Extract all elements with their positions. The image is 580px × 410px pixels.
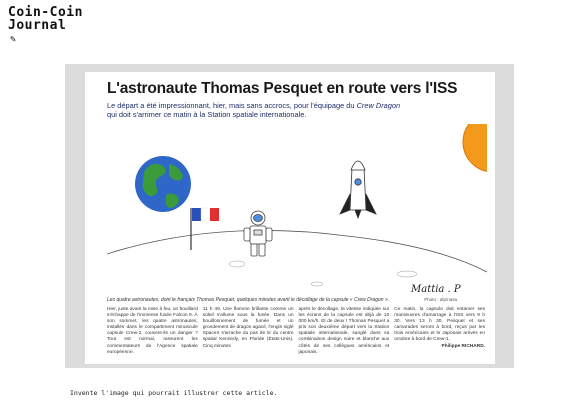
column-4-text: Ce matin, la capsule doit entamer ses manœuvres d'amarrage à l'ISS vers 9 h 30. Vers 13 h 30, Pesquet et ses camarades seront à bord, reçus par les trois Américains et le Japonais arrivés en octobre à bord de Crew-1.: [394, 307, 485, 343]
article-lede: [107, 101, 487, 119]
drawing-signature: Mattia . P: [411, 284, 461, 295]
article-author: Philippe RICHARD.: [441, 343, 485, 349]
newspaper-article: [85, 72, 495, 364]
lede-part-2: qui doit s'arrimer ce matin à la Station spatiale internationale.: [107, 110, 307, 119]
article-headline: L'astronaute Thomas Pesquet en route vers l'ISS: [107, 80, 458, 97]
article-column-2: 11 h 49. Une flamme brillante comme un soleil s'allume sous la fusée. Dans un bouillonnement de fumée et un grondement de dragon agacé, l'engin siglé SpaceX s'arrache du pas de tir du centre spatial Kennedy, en Floride (États-Unis). Cinq minutes: [202, 307, 294, 349]
caption-text: Les quatre astronautes, dont le français Thomas Pesquet, quelques minutes avant le décollage de la capsule « Crew Dragon ».: [107, 297, 390, 303]
logo-line-1: Coin-Coin: [8, 5, 83, 20]
photo-caption: [107, 297, 487, 303]
lede-part-1: Le départ a été impressionnant, hier, mais sans accrocs, pour l'équipage du: [107, 101, 357, 110]
article-column-1: Hier, juste avant la mise à feu, un bouillard s'échappe de l'immense fusée Falcon 9. À son sommet, les quatre astronautes, installés dans le compartiment minuscule capsule Crew-2, couvent-ils un danger ? Tout est normal, rassurent les commentateurs de l'Agence spatiale européenne.: [107, 307, 198, 355]
article-columns: [107, 307, 485, 356]
exercise-instruction: Invente l'image qui pourrait illustrer cette article.: [70, 389, 278, 397]
duck-logo-icon: ✎: [10, 34, 17, 45]
lede-italic: Crew Dragon: [356, 101, 401, 110]
journal-logo: [8, 6, 83, 46]
child-drawing: [107, 124, 487, 296]
article-column-3: après le décollage, la vitesse indiquée sur les écrans de la capsule est déjà de 10 000 km/h. Et de deux ! Thomas Pesquet a pris son deuxième départ vers la Station spatiale internationale, sanglé dans sa combinaison design noire et blanche aux côtés de ses collègues américains et japonais.: [298, 307, 390, 355]
logo-line-2: Journal: [8, 18, 67, 33]
sun-icon: [463, 124, 487, 172]
article-column-4: [394, 307, 485, 356]
photo-credit: Photo : afp/nasa: [424, 297, 457, 302]
rocket-icon: [340, 161, 376, 218]
earth-icon: [135, 156, 191, 212]
